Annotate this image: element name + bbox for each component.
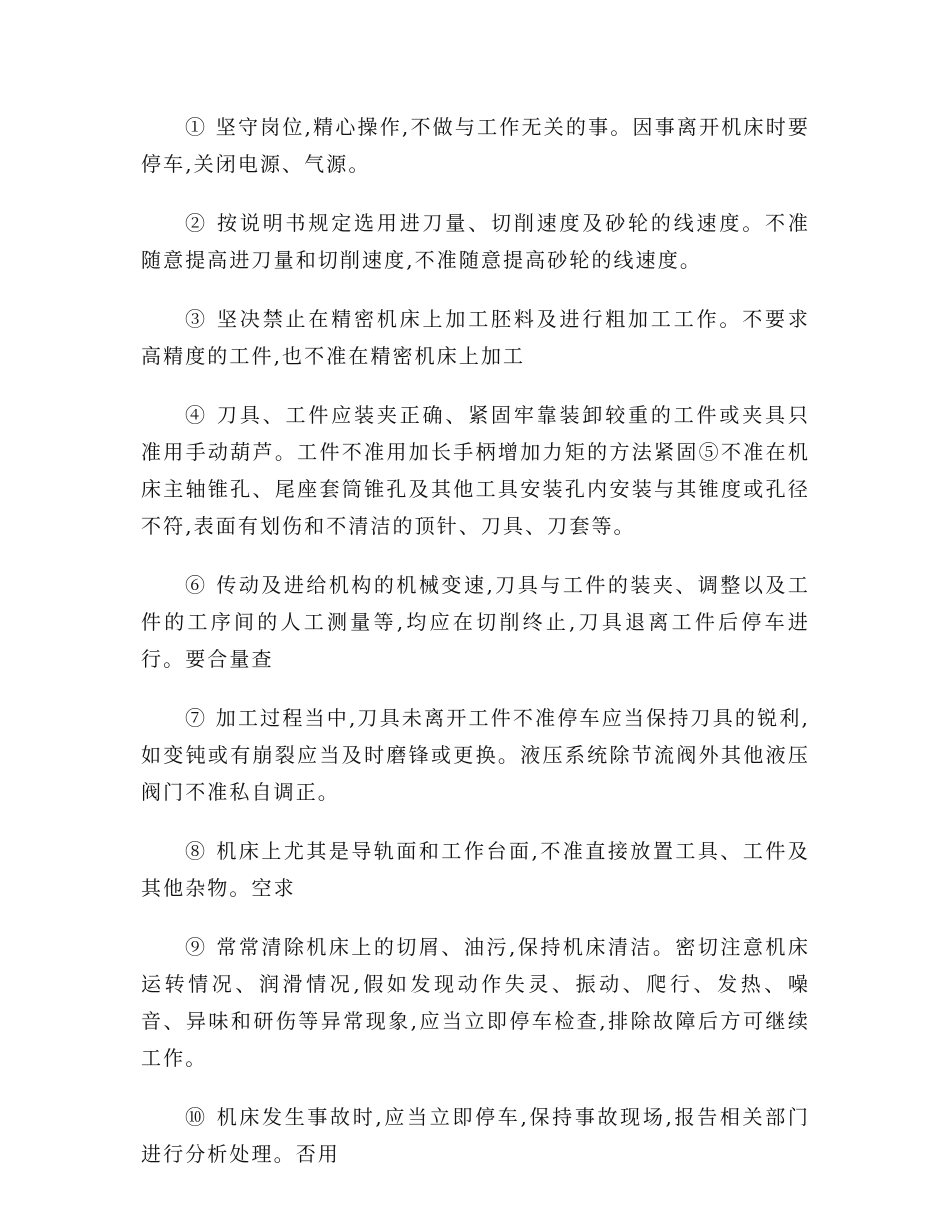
paragraph-4: ④ 刀具、工件应装夹正确、紧固牢靠装卸较重的工件或夹具只准用手动葫芦。工件不准用加长手柄增加力矩的方法紧固⑤不准在机床主轴锥孔、尾座套筒锥孔及其他工具安装孔内安装与其锥度或孔径不符,表面有划伤和不清洁的顶针、刀具、刀套等。: [141, 403, 810, 538]
paragraph-2: ② 按说明书规定选用进刀量、切削速度及砂轮的线速度。不准随意提高进刀量和切削速度,不准随意提高砂轮的线速度。: [141, 211, 810, 272]
paragraph-1: ① 坚守岗位,精心操作,不做与工作无关的事。因事离开机床时要停车,关闭电源、气源。: [141, 115, 810, 176]
paragraph-10: ⑩ 机床发生事故时,应当立即停车,保持事故现场,报告相关部门进行分析处理。否用: [141, 1105, 810, 1166]
paragraph-3: ③ 坚决禁止在精密机床上加工胚料及进行粗加工工作。不要求高精度的工件,也不准在精密机床上加工: [141, 307, 810, 368]
paragraph-9: ⑨ 常常清除机床上的切屑、油污,保持机床清洁。密切注意机床运转情况、润滑情况,假如发现动作失灵、振动、爬行、发热、噪音、异味和研伤等异常现象,应当立即停车检查,排除故障后方可继续工作。: [141, 935, 810, 1070]
paragraph-8: ⑧ 机床上尤其是导轨面和工作台面,不准直接放置工具、工件及其他杂物。空求: [141, 839, 810, 900]
paragraph-7: ⑦ 加工过程当中,刀具未离开工件不准停车应当保持刀具的锐利,如变钝或有崩裂应当及时磨锋或更换。液压系统除节流阀外其他液压阀门不准私自调正。: [141, 706, 810, 804]
paragraph-6: ⑥ 传动及进给机构的机械变速,刀具与工件的装夹、调整以及工件的工序间的人工测量等,均应在切削终止,刀具退离工件后停车进行。要合量查: [141, 573, 810, 671]
